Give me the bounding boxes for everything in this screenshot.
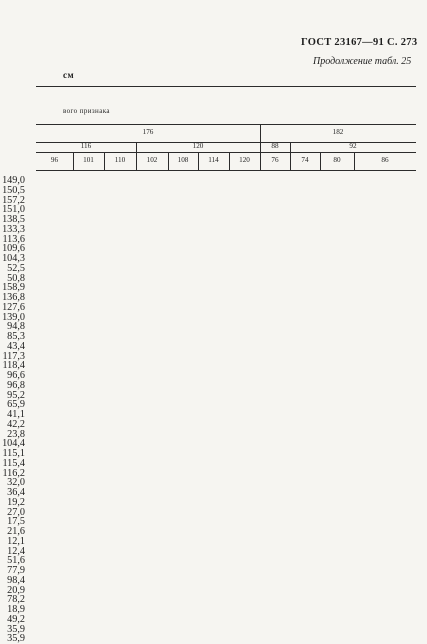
table-cell: 158,9 <box>2 282 25 294</box>
column-header: 74 <box>301 156 309 164</box>
table-cell: 35,9 <box>7 633 25 644</box>
table-cell: 65,9 <box>7 399 25 411</box>
column-header: 114 <box>208 156 219 164</box>
table-cell: 157,2 <box>2 194 25 206</box>
table-cell: 116,2 <box>2 467 25 479</box>
header-rule <box>36 86 416 87</box>
group2-header: 88 <box>271 142 279 150</box>
table-cell: 139,0 <box>2 311 25 323</box>
column-header: 76 <box>271 156 279 164</box>
table-cell: 138,5 <box>2 214 25 225</box>
table-cell: 96,6 <box>7 370 25 381</box>
table-cell: 77,9 <box>7 565 25 576</box>
table-cell: 104,4 <box>2 438 25 450</box>
column-header: 102 <box>146 156 158 164</box>
table-cell: 117,3 <box>2 350 25 362</box>
table-cell: 35,9 <box>7 623 25 635</box>
header-row-rule-3 <box>36 170 416 171</box>
table-cell: 36,4 <box>7 487 25 498</box>
table-cell: 78,2 <box>7 594 25 606</box>
table-continuation-caption: Продолжение табл. 25 <box>313 56 412 67</box>
group2-header: 92 <box>349 142 357 150</box>
table-cell: 104,3 <box>2 253 25 264</box>
table-cell: 95,2 <box>7 389 25 401</box>
column-header: 86 <box>381 156 389 164</box>
header-row-rule-0 <box>36 124 416 125</box>
table-cell: 52,5 <box>7 262 25 274</box>
page-header-standard: ГОСТ 23167—91 С. 273 <box>301 37 418 48</box>
column-header: 80 <box>333 156 341 164</box>
table-cell: 20,9 <box>7 584 25 596</box>
table-cell: 49,2 <box>7 613 25 625</box>
table-cell: 109,6 <box>2 243 25 255</box>
table-cell: 12,4 <box>7 545 25 557</box>
group1-header: 182 <box>332 128 344 136</box>
table-cell: 115,1 <box>2 448 25 459</box>
table-cell: 51,6 <box>7 555 25 567</box>
table-cell: 12,1 <box>7 535 25 547</box>
column-header: 101 <box>83 156 94 164</box>
table-cell: 149,0 <box>2 175 25 186</box>
table-cell: 32,0 <box>7 477 25 489</box>
table-cell: 21,6 <box>7 526 25 537</box>
table-cell: 50,8 <box>7 272 25 284</box>
table-cell: 96,8 <box>7 379 25 391</box>
table-cell: 23,8 <box>7 428 25 440</box>
table-cell: 113,6 <box>2 233 25 245</box>
table-cell: 19,2 <box>7 496 25 508</box>
column-header: 110 <box>114 156 126 164</box>
column-header: 96 <box>50 156 59 164</box>
table-cell: 127,6 <box>2 301 25 313</box>
table-cell: 150,5 <box>2 184 25 196</box>
table-cell: 27,0 <box>7 506 25 518</box>
column-header: 120 <box>239 156 250 164</box>
column-header: 108 <box>177 156 189 164</box>
table-cell: 115,4 <box>2 457 25 469</box>
table-cell: 17,5 <box>7 516 25 528</box>
group2-header: 120 <box>192 142 204 150</box>
header-row-rule-2 <box>36 152 416 153</box>
table-cell: 98,4 <box>7 574 25 586</box>
table-cell: 85,3 <box>7 331 25 342</box>
table-cell: 18,9 <box>7 604 25 615</box>
column-group-caption: вого признака <box>63 107 110 115</box>
table-cell: 94,8 <box>7 321 25 333</box>
group1-header: 176 <box>142 128 154 136</box>
table-cell: 118,4 <box>2 360 25 372</box>
table-cell: 41,1 <box>7 409 25 420</box>
table-cell: 42,2 <box>7 418 25 430</box>
group2-header: 116 <box>80 142 92 150</box>
table-cell: 136,8 <box>2 292 25 303</box>
table-cell: 43,4 <box>7 340 25 352</box>
table-cell: 133,3 <box>2 223 25 235</box>
unit-label: см <box>63 70 75 80</box>
table-cell: 151,0 <box>2 204 25 216</box>
